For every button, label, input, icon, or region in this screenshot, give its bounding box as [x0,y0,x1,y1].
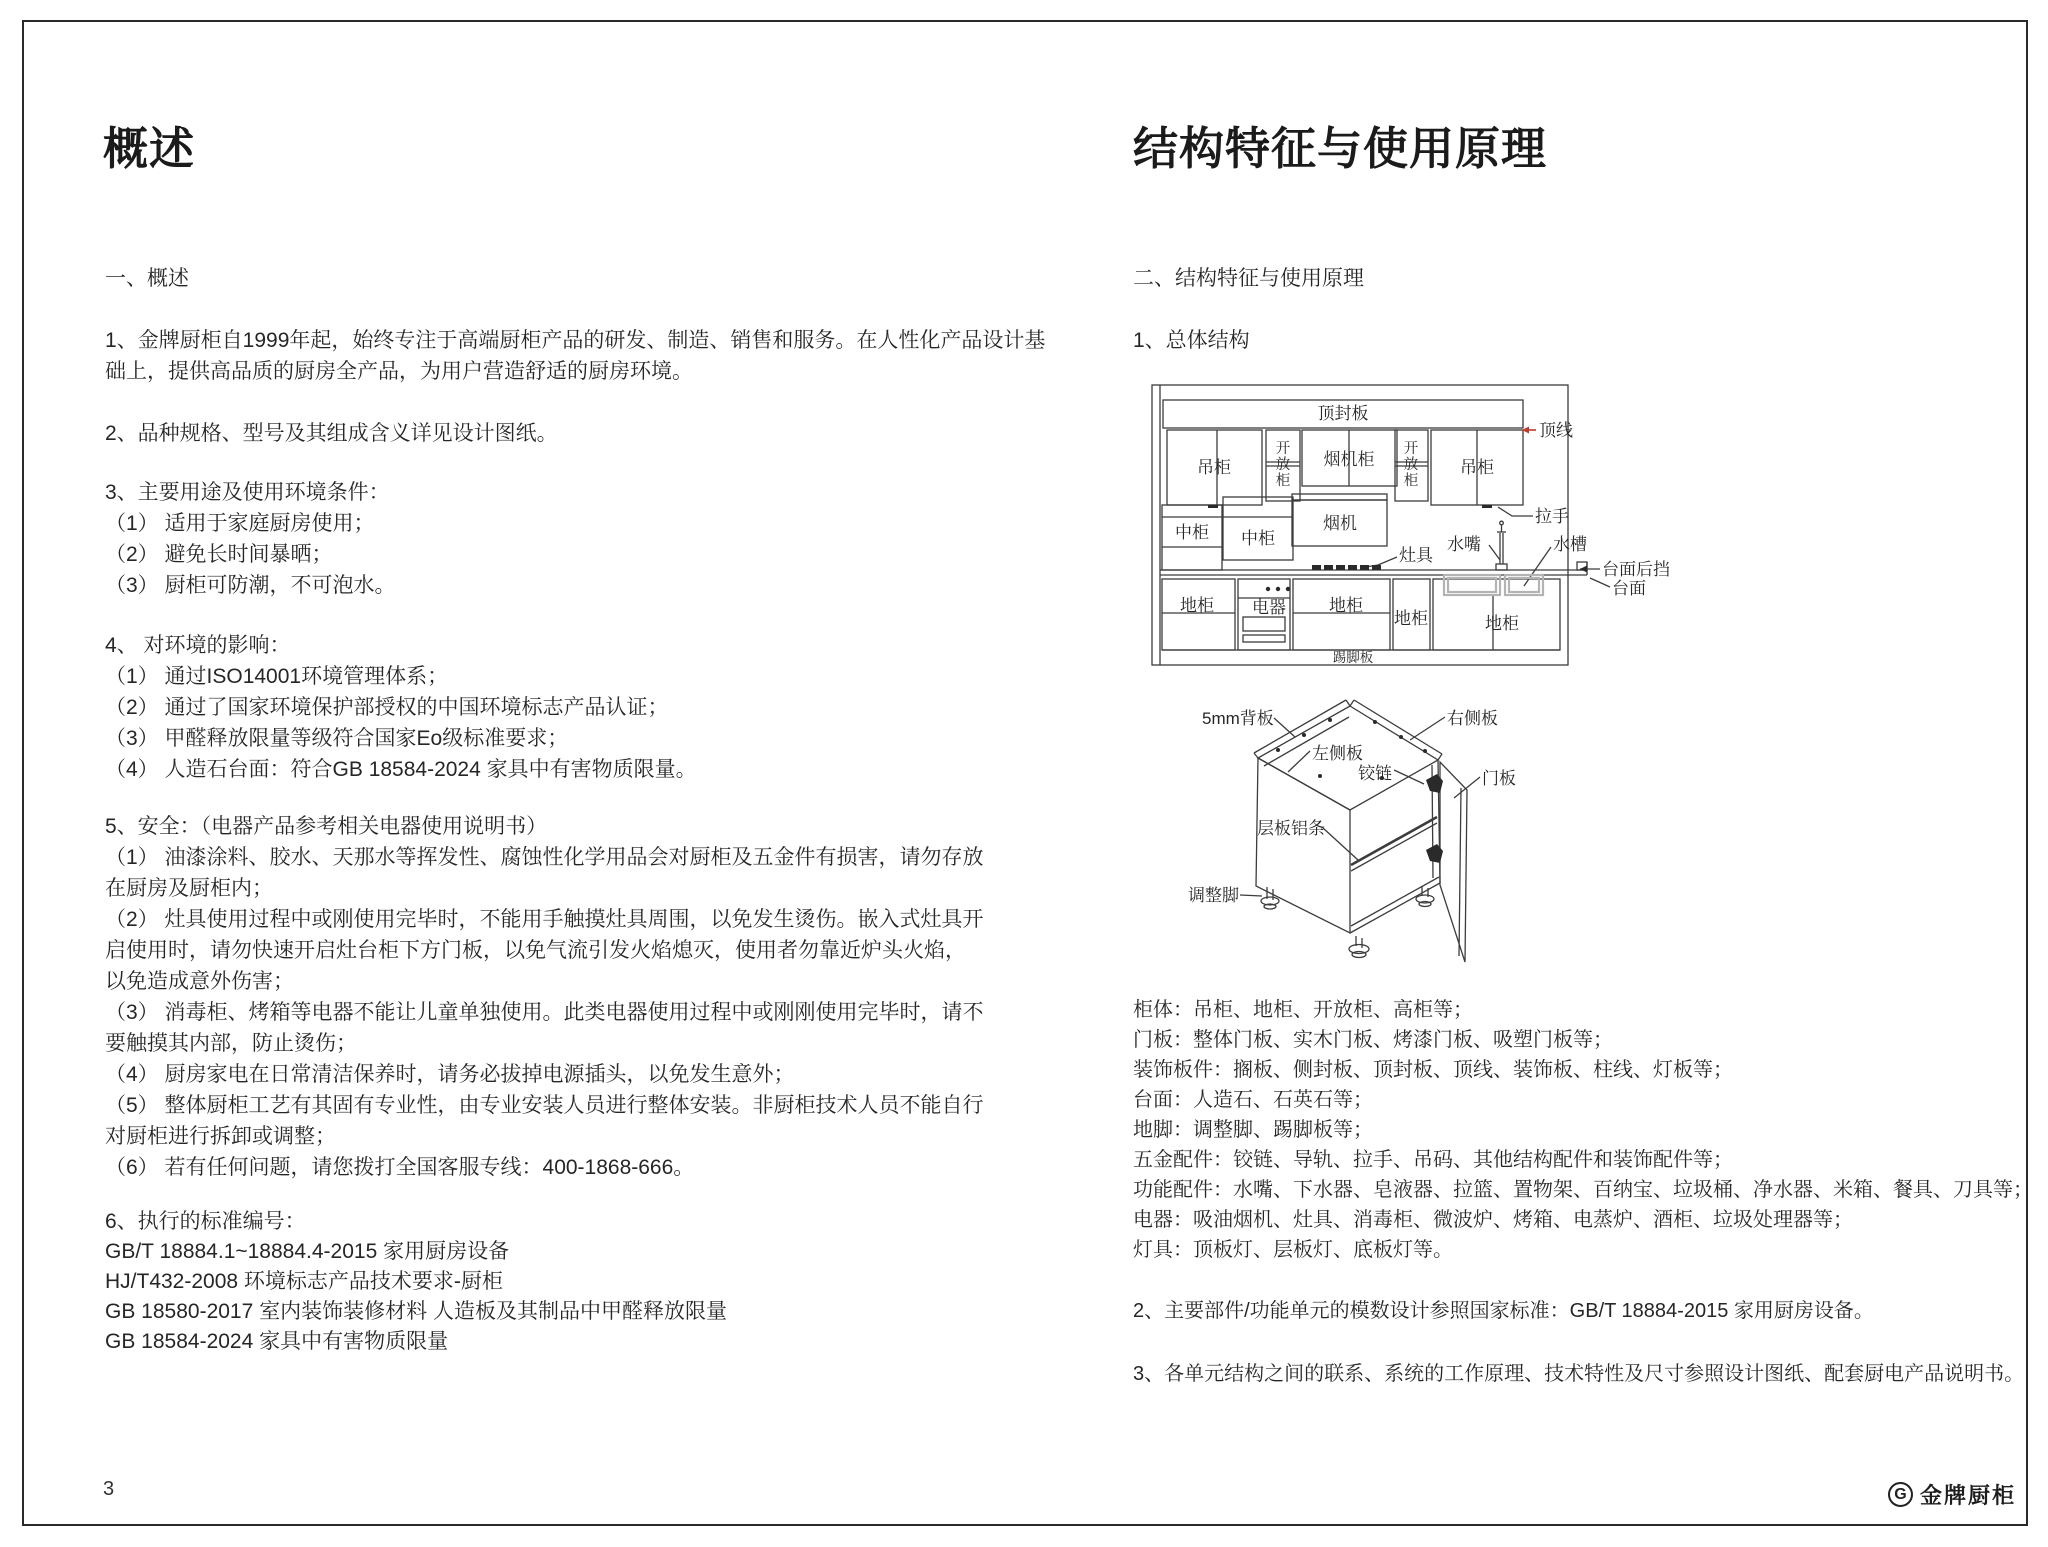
right-paragraph-2 [1133,1296,1874,1326]
right-subsection-1 [1133,325,1250,356]
text-line: 启使用时，请勿快速开启灶台柜下方门板，以免气流引发火焰熄灭，使用者勿靠近炉头火焰， [105,939,966,962]
label-base-cabinet-4: 地柜 [1485,614,1519,633]
label-counter-backsplash: 台面后挡 [1602,560,1670,579]
label-shelf-strip: 层板铝条 [1257,819,1325,838]
text-line: 3、主要用途及使用环境条件： [105,481,390,504]
text-line: （2） 灶具使用过程中或刚使用完毕时，不能用手触摸灶具周围，以免发生烫伤。嵌入式灶具开 [105,908,984,931]
text-line: 对厨柜进行拆卸或调整； [105,1125,336,1148]
label-counter: 台面 [1612,579,1646,598]
text-line: 一、概述 [105,267,189,290]
text-line: 门板：整体门板、实木门板、烤漆门板、吸塑门板等； [1133,1029,1613,1051]
left-section-heading [105,263,189,294]
left-page-title: 概述 [103,123,196,174]
text-line: （1） 油漆涂料、胶水、天那水等挥发性、腐蚀性化学用品会对厨柜及五金件有损害，请勿存放 [105,846,984,869]
text-line: HJ/T432-2008 环境标志产品技术要求-厨柜 [105,1270,503,1293]
left-paragraph-6 [105,1207,727,1357]
top-line-arrow [1522,427,1536,434]
label-wall-cabinet-right: 吊柜 [1460,458,1494,477]
label-open-cabinet-right: 开放柜 [1403,441,1419,489]
left-paragraph-3 [105,477,396,601]
text-line: （3） 厨柜可防潮，不可泡水。 [105,574,396,597]
text-line: （4） 厨房家电在日常清洁保养时，请务必拔掉电源插头，以免发生意外； [105,1063,795,1086]
text-line: （3） 消毒柜、烤箱等电器不能让儿童单独使用。此类电器使用过程中或刚刚使用完毕时，请不 [105,1001,984,1024]
right-components-list [1133,995,2033,1265]
text-line: 二、结构特征与使用原理 [1133,267,1364,290]
text-line: 功能配件：水嘴、下水器、皂液器、拉篮、置物架、百纳宝、垃圾桶、净水器、米箱、餐具、刀具等； [1133,1179,2033,1201]
label-base-cabinet-3: 地柜 [1394,609,1428,628]
left-paragraph-4 [105,630,697,785]
label-appliance: 电器 [1252,598,1286,617]
label-wall-cabinet-left: 吊柜 [1197,458,1231,477]
shelf-front-edge [1351,817,1437,865]
label-right-side-panel: 右侧板 [1447,709,1498,728]
brand-logo [1888,1479,2016,1510]
label-adjust-feet: 调整脚 [1188,886,1239,905]
text-line: 2、主要部件/功能单元的模数设计参照国家标准：GB/T 18884-2015 家用厨房设备。 [1133,1300,1874,1322]
text-line: 灯具：顶板灯、层板灯、底板灯等。 [1133,1239,1453,1261]
label-hood: 烟机 [1323,514,1357,533]
text-line: GB 18580-2017 室内装饰装修材料 人造板及其制品中甲醛释放限量 [105,1300,727,1323]
text-line: 台面：人造石、石英石等； [1133,1089,1373,1111]
label-hood-cabinet: 烟机柜 [1323,450,1375,469]
left-paragraph-2 [105,418,558,449]
text-line: 1、总体结构 [1133,329,1250,352]
label-door-panel: 门板 [1482,769,1516,788]
label-hinge: 铰链 [1358,764,1392,783]
text-line: （2） 通过了国家环境保护部授权的中国环境标志产品认证； [105,696,669,719]
text-line: 4、 对环境的影响： [105,634,291,657]
label-base-cabinet-2: 地柜 [1329,596,1363,615]
label-top-seal-board: 顶封板 [1317,404,1369,423]
text-line: （1） 通过ISO14001环境管理体系； [105,665,449,688]
brand-g-icon: G [1888,1482,1913,1507]
right-page-title: 结构特征与使用原理 [1133,123,1548,174]
label-mid-cabinet-1: 中柜 [1175,523,1209,542]
elevation-labels [1175,404,1670,665]
text-line: 装饰板件：搁板、侧封板、顶封板、顶线、装饰板、柱线、灯板等； [1133,1059,1733,1081]
text-line: （5） 整体厨柜工艺有其固有专业性，由专业安装人员进行整体安装。非厨柜技术人员不能自行 [105,1094,984,1117]
text-line: 以免造成意外伤害； [105,970,294,993]
label-mid-cabinet-2: 中柜 [1241,529,1275,548]
label-back-panel: 5mm背板 [1202,709,1274,728]
text-line: （6） 若有任何问题，请您拨打全国客服专线：400-1868-666。 [105,1156,695,1179]
brand-name: 金牌厨柜 [1920,1483,2017,1508]
label-sink: 水槽 [1553,535,1587,554]
page-number: 3 [103,1478,115,1500]
text-line: 在厨房及厨柜内； [105,877,273,900]
label-faucet: 水嘴 [1447,535,1481,554]
text-line: 础上，提供高品质的厨房全产品，为用户营造舒适的厨房环境。 [105,360,693,383]
text-line: （1） 适用于家庭厨房使用； [105,512,375,535]
text-line: 5、安全：（电器产品参考相关电器使用说明书） [105,815,548,838]
text-line: （2） 避免长时间暴晒； [105,543,333,566]
label-cooktop: 灶具 [1399,546,1433,565]
text-line: 地脚：调整脚、踢脚板等； [1133,1119,1373,1141]
text-line: 1、金牌厨柜自1999年起，始终专注于高端厨柜产品的研发、制造、销售和服务。在人性化产品设计基 [105,329,1046,352]
kitchen-elevation-diagram [1150,383,1690,683]
text-line: 柜体：吊柜、地柜、开放柜、高柜等； [1133,999,1473,1021]
text-line: 6、执行的标准编号： [105,1210,306,1233]
sink-outline [1444,575,1543,595]
text-line: 要触摸其内部，防止烫伤； [105,1032,357,1055]
left-paragraph-5 [105,811,984,1183]
label-open-cabinet-left: 开放柜 [1275,441,1291,489]
right-paragraph-3 [1133,1359,2024,1389]
text-line: （3） 甲醛释放限量等级符合国家Eo级标准要求； [105,727,569,750]
left-paragraph-1 [105,325,1045,387]
text-line: 电器：吸油烟机、灶具、消毒柜、微波炉、烤箱、电蒸炉、酒柜、垃圾处理器等； [1133,1209,1853,1231]
text-line: 五金配件：铰链、导轨、拉手、吊码、其他结构配件和装饰配件等； [1133,1149,1733,1171]
right-section-heading [1133,263,1364,294]
text-line: 3、各单元结构之间的联系、系统的工作原理、技术特性及尺寸参照设计图纸、配套厨电产品说明书。 [1133,1363,2025,1385]
label-top-line: 顶线 [1539,421,1573,440]
text-line: GB/T 18884.1~18884.4-2015 家用厨房设备 [105,1240,510,1263]
label-left-side-panel: 左侧板 [1312,744,1363,763]
label-handle: 拉手 [1535,507,1569,526]
label-kick-board: 踢脚板 [1332,650,1374,665]
text-line: 2、品种规格、型号及其组成含义详见设计图纸。 [105,422,558,445]
text-line: （4） 人造石台面：符合GB 18584-2024 家具中有害物质限量。 [105,758,697,781]
label-base-cabinet-1: 地柜 [1180,596,1214,615]
cabinet-isometric-diagram [1170,690,1630,1020]
text-line: GB 18584-2024 家具中有害物质限量 [105,1330,449,1353]
